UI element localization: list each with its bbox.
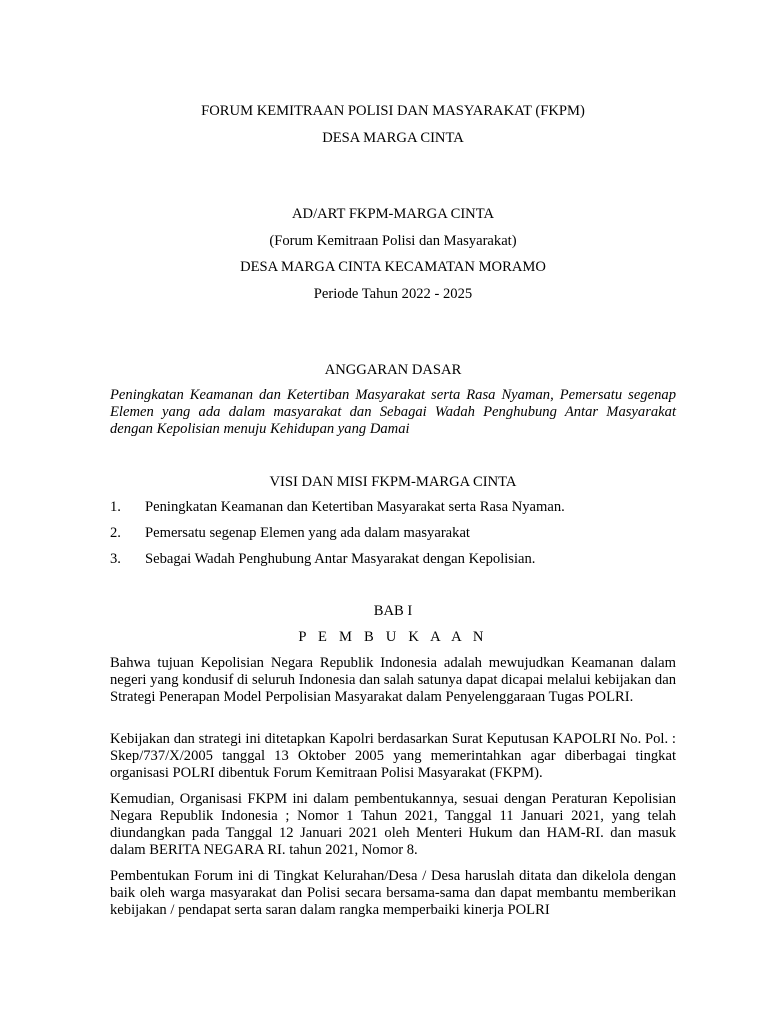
list-item-text: Peningkatan Keamanan dan Ketertiban Masyarakat serta Rasa Nyaman. [145,499,565,515]
list-item [110,499,676,525]
body-paragraph: Kemudian, Organisasi FKPM ini dalam pembentukannya, sesuai dengan Peraturan Kepolisian Negara Republik Indonesia ; Nomor 1 Tahun 2021, Tanggal 11 Januari 2021, yang telah diundangkan pada Tanggal 12 Januari 2021 oleh Menteri Hukum dan HAM-RI. dan masuk dalam BERITA NEGARA RI. tahun 2021, Nomor 8. [110,791,676,858]
adart-period: Periode Tahun 2022 - 2025 [313,286,473,302]
list-item [110,525,676,551]
anggaran-dasar-heading: ANGGARAN DASAR [324,362,462,378]
document-title-line1: FORUM KEMITRAAN POLISI DAN MASYARAKAT (FKPM) [201,103,585,119]
list-item-text: Sebagai Wadah Penghubung Antar Masyarakat dengan Kepolisian. [145,551,536,567]
chapter-subheading: P E M B U K A A N [298,629,488,645]
visi-misi-list [110,499,676,577]
document-title-line2: DESA MARGA CINTA [322,130,464,146]
document-page [110,0,676,1024]
list-item-number: 3. [110,551,121,567]
list-item [110,551,676,577]
list-item-text: Pemersatu segenap Elemen yang ada dalam masyarakat [145,525,470,541]
chapter-heading: BAB I [373,603,413,619]
adart-location: DESA MARGA CINTA KECAMATAN MORAMO [240,259,546,275]
adart-title: AD/ART FKPM-MARGA CINTA [291,206,495,222]
list-item-number: 1. [110,499,121,515]
body-paragraph: Pembentukan Forum ini di Tingkat Kelurahan/Desa / Desa haruslah ditata dan dikelola dengan baik oleh warga masyarakat dan Polisi secara bersama-sama dan dapat membantu memberikan kebijakan / pendapat serta saran dalam rangka memperbaiki kinerja POLRI [110,868,676,918]
visi-misi-heading: VISI DAN MISI FKPM-MARGA CINTA [269,474,517,490]
body-paragraph: Kebijakan dan strategi ini ditetapkan Kapolri berdasarkan Surat Keputusan KAPOLRI No. Pol. : Skep/737/X/2005 tanggal 13 Oktober 2005 yang memerintahkan agar diberbagai tingkat organisasi POLRI dibentuk Forum Kemitraan Polisi Masyarakat (FKPM). [110,731,676,781]
body-paragraph: Bahwa tujuan Kepolisian Negara Republik Indonesia adalah mewujudkan Keamanan dalam negeri yang kondusif di seluruh Indonesia dan salah satunya dapat dicapai melalui kebijakan dan Strategi Penerapan Model Perpolisian Masyarakat dalam Penyelenggaraan Tugas POLRI. [110,655,676,705]
anggaran-dasar-motto: Peningkatan Keamanan dan Ketertiban Masyarakat serta Rasa Nyaman, Pemersatu segenap Elemen yang ada dalam masyarakat dan Sebagai Wadah Penghubung Antar Masyarakat dengan Kepolisian menuju Kehidupan yang Damai [110,387,676,437]
list-item-number: 2. [110,525,121,541]
adart-subtitle: (Forum Kemitraan Polisi dan Masyarakat) [269,233,517,249]
